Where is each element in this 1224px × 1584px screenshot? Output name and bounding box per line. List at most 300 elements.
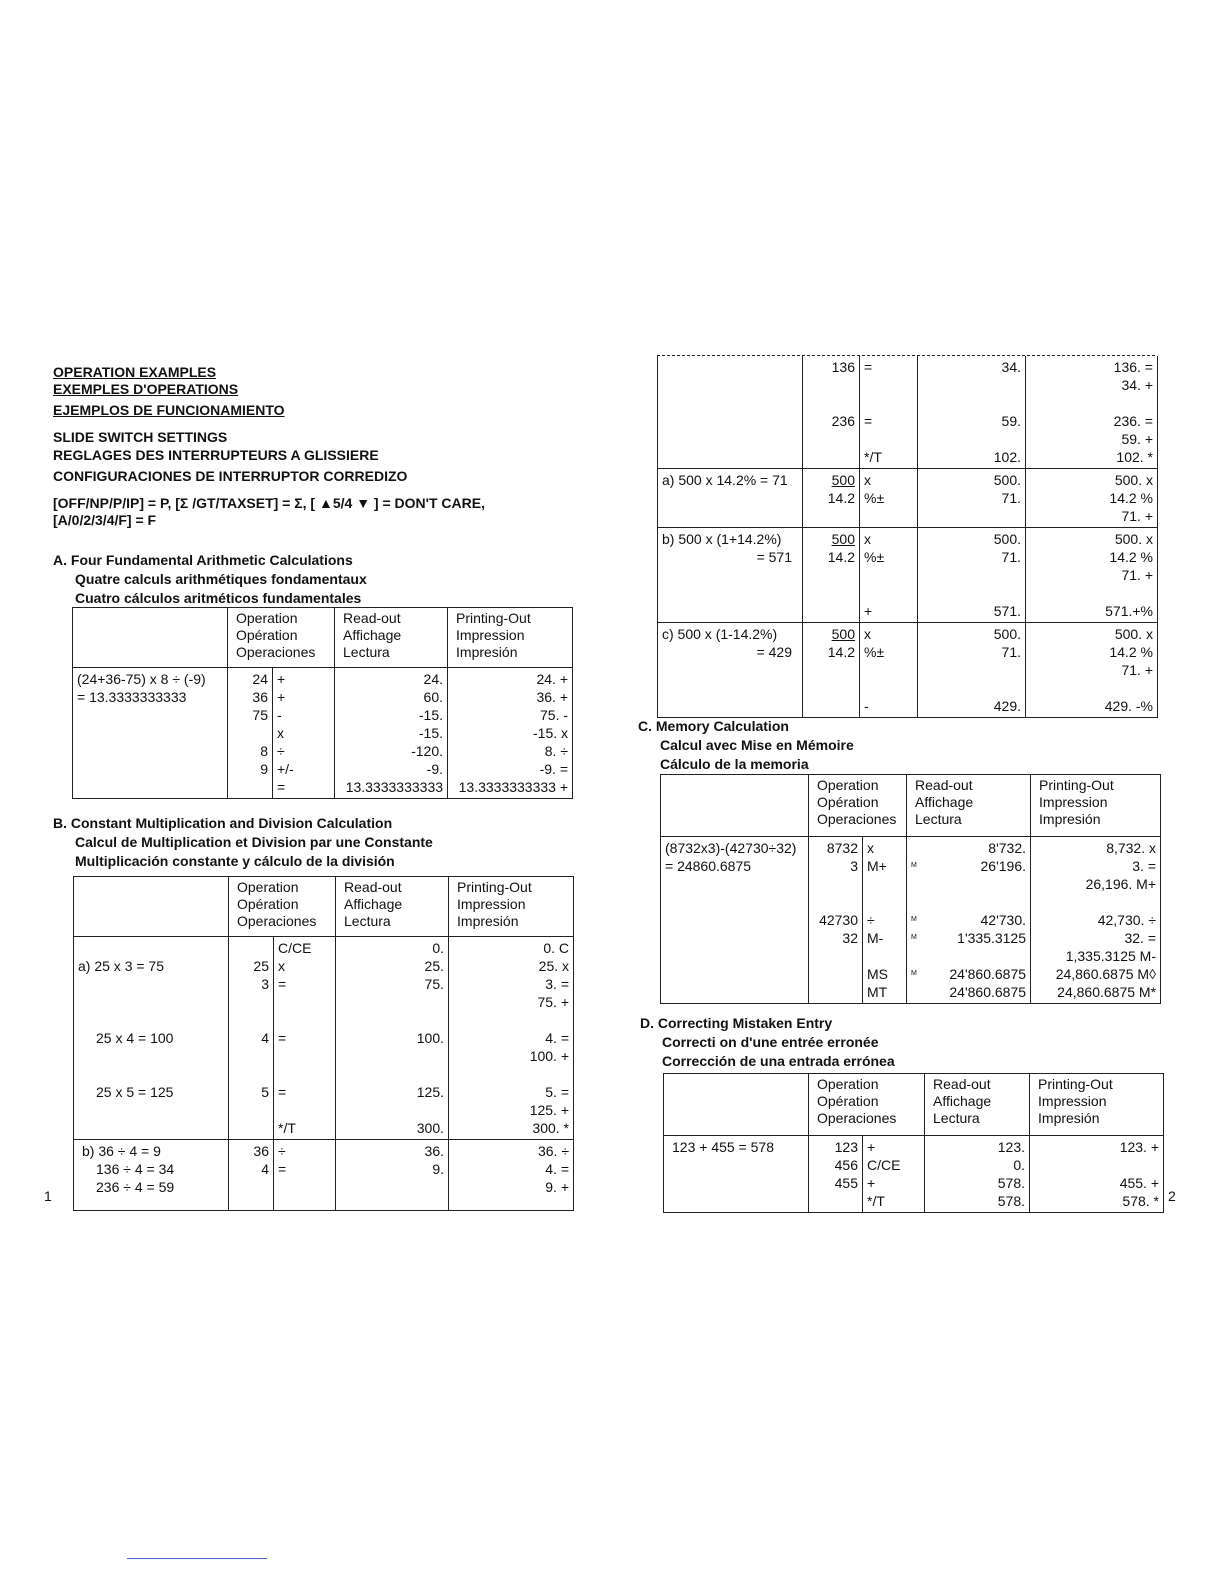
print-value: 71. + [1121,567,1153,583]
example-cell [658,528,803,623]
setting-line-2: [A/0/2/3/4/F] = F [53,512,157,528]
key-label [278,1047,331,1065]
key-label [278,1178,331,1196]
section-a-title: A. Four Fundamental Arithmetic Calculations [53,552,353,568]
print-value [1030,679,1153,697]
print-value: 500. x [1114,626,1153,642]
example-cell [658,623,803,718]
col-operation-en: Operation [237,879,299,895]
readout-value: 60. [423,689,444,705]
readout-cell [918,623,1026,718]
readout-cell [918,469,1026,528]
input-value [807,584,855,602]
col-operation-fr: Opération [817,1093,879,1109]
section-a-titles [53,551,367,608]
key-label [278,1101,331,1119]
input-value: 14.2 [827,490,855,506]
readout-value: 123. [997,1139,1026,1155]
print-value: 123. + [1119,1139,1160,1155]
readout-value [340,1047,444,1065]
readout-line [911,911,1026,929]
input-cell [803,469,860,528]
table-b-body [74,937,574,1140]
input-value: 25 [253,958,269,974]
input-value [807,602,855,620]
print-cell [1026,356,1158,469]
readout-value: 26'196. [980,858,1027,874]
key-label: = [278,1161,287,1177]
key-label: MS [867,966,888,982]
col-operation-es: Operaciones [817,811,897,827]
section-a-title-fr: Quatre calculs arithmétiques fondamentaux [75,571,367,587]
print-value: 32. = [1124,930,1157,946]
input-cell [803,356,860,469]
col-readout-es: Lectura [343,644,390,660]
title-block [53,364,573,529]
input-value: 500 [831,531,855,547]
input-value [807,697,855,715]
col-operation-en: Operation [817,1076,879,1092]
section-d-title-es: Corrección de una entrada errónea [662,1053,895,1069]
key-label: x [867,840,874,856]
print-value: -9. = [539,761,569,777]
key-label [867,947,902,965]
example-cell [664,1136,809,1213]
print-value: 42,730. ÷ [1097,912,1157,928]
key-label [864,679,913,697]
col-printout-fr: Impression [457,896,526,912]
col-readout-fr: Affichage [915,794,974,810]
print-value: 455. + [1119,1175,1160,1191]
key-cell [274,1140,336,1211]
title-es: EJEMPLOS DE FUNCIONAMIENTO [53,402,285,418]
print-value: 8,732. x [1106,840,1157,856]
print-value: 59. + [1121,431,1153,447]
page-number-right: 2 [1168,1188,1176,1204]
key-label [278,1065,331,1083]
col-readout-es: Lectura [915,811,962,827]
readout-value: 75. [424,976,445,992]
print-value: 102. * [1116,449,1153,465]
col-printout [1030,1074,1164,1136]
input-value [232,724,268,742]
example-line: c) 500 x (1-14.2%) [662,626,778,642]
section-c-title-es: Cálculo de la memoria [660,756,809,772]
readout-value: 8'732. [988,840,1027,856]
section-d-title-fr: Correcti on d'une entrée erronée [662,1034,879,1050]
readout-cell [336,1140,449,1211]
readout-line [911,839,1026,857]
col-readout-fr: Affichage [343,627,402,643]
example-line [78,1065,224,1083]
col-operation-es: Operaciones [237,913,317,929]
key-label: */T [864,449,882,465]
input-value [807,507,855,525]
readout-value: 571. [993,603,1021,619]
readout-value [922,679,1021,697]
readout-value [922,566,1021,584]
memory-indicator: M [911,916,917,923]
example-cell [661,837,809,1004]
input-value: 500 [831,626,855,642]
section-b-titles [53,814,433,871]
print-value: 24,860.6875 M◊ [1055,966,1157,982]
example-line: b) 500 x (1+14.2%) [662,531,782,547]
print-cell [1031,837,1161,1004]
input-value [233,1178,269,1196]
print-value: 71. + [1121,508,1153,524]
input-value [807,661,855,679]
col-readout-fr: Affichage [344,896,403,912]
input-value: 9 [260,761,268,777]
key-label: = [278,1030,287,1046]
input-value [232,778,268,796]
key-label: +/- [277,761,294,777]
example-line [78,1047,224,1065]
key-label: */T [867,1193,885,1209]
readout-line [911,893,1026,911]
print-value: 14.2 % [1109,644,1153,660]
key-label: = [864,413,873,429]
key-label [864,661,913,679]
input-value: 32 [842,930,858,946]
key-label: + [864,603,873,619]
print-value: 5. = [545,1084,570,1100]
example-line: 25 x 4 = 100 [96,1030,174,1046]
key-label [867,875,902,893]
example-line: a) 500 x 14.2% = 71 [662,472,788,488]
col-printout-es: Impresión [1038,1110,1100,1126]
col-operation-fr: Opération [236,627,298,643]
readout-value: 300. [416,1120,445,1136]
col-printout-en: Printing-Out [456,610,531,626]
print-value: 75. + [537,994,570,1010]
key-label: C/CE [867,1157,901,1173]
key-label: x [864,472,871,488]
input-value [233,993,269,1011]
readout-value [922,394,1021,412]
print-value: -15. x [533,725,569,741]
print-cell [1026,623,1158,718]
key-label: = [278,1084,287,1100]
col-readout-fr: Affichage [933,1093,992,1109]
input-value [233,1047,269,1065]
print-value: 429. -% [1104,698,1153,714]
input-value [807,394,855,412]
readout-cell [335,668,448,799]
readout-cell [918,528,1026,623]
key-label [864,566,913,584]
input-cell [809,837,863,1004]
header-empty [664,1074,809,1136]
input-cell [229,1140,274,1211]
input-value: 136 [831,359,855,375]
col-readout-es: Lectura [933,1110,980,1126]
key-cell [273,668,335,799]
input-value: 455 [834,1175,858,1191]
key-label: %± [864,549,885,565]
col-readout-es: Lectura [344,913,391,929]
readout-line [911,857,1026,875]
readout-value [340,1178,444,1196]
input-value [813,875,858,893]
switch-fr: REGLAGES DES INTERRUPTEURS A GLISSIERE [53,447,379,463]
percent-row-b [658,528,1158,623]
print-value: 1,335.3125 M- [1065,948,1157,964]
key-label: ÷ [278,1143,286,1159]
readout-value: 500. [993,472,1021,488]
col-printout [449,877,574,937]
page-number-left: 1 [44,1188,52,1204]
readout-value: 42'730. [980,912,1027,928]
example-cell [73,668,228,799]
print-value: 14.2 % [1109,490,1153,506]
input-value [233,1101,269,1119]
print-value: 500. x [1114,472,1153,488]
table-b-header [74,877,574,937]
memory-indicator: M [911,934,917,941]
key-label: = [278,976,287,992]
col-operation-en: Operation [817,777,879,793]
print-value: 14.2 % [1109,549,1153,565]
col-printout-en: Printing-Out [1039,777,1114,793]
readout-value: 500. [993,626,1021,642]
example-line: (24+36-75) x 8 ÷ (-9) [77,671,206,687]
example-line: = 571 [756,549,792,565]
input-value: 500 [831,472,855,488]
print-value [1035,893,1156,911]
title-en: OPERATION EXAMPLES [53,364,217,380]
readout-line [911,983,1026,1001]
section-c-title-fr: Calcul avec Mise en Mémoire [660,737,854,753]
table-d [663,1073,1164,1213]
readout-value: 24'860.6875 [949,966,1027,982]
print-value: 236. = [1113,413,1153,429]
header-empty [74,877,229,937]
key-label: %± [864,490,885,506]
input-value [813,1192,858,1210]
switch-es: CONFIGURACIONES DE INTERRUPTOR CORREDIZO [53,468,408,484]
input-value: 42730 [819,912,858,928]
input-cell [809,1136,863,1213]
example-line: 236 ÷ 4 = 59 [96,1179,175,1195]
input-value: 8 [260,743,268,759]
print-value: 4. = [545,1030,570,1046]
key-cell [860,356,918,469]
input-value: 14.2 [827,549,855,565]
col-printout-fr: Impression [456,627,525,643]
readout-value: 0. [432,940,445,956]
continued-division-rows [658,356,1158,469]
print-value [1034,1156,1159,1174]
table-b-continued [657,356,1158,718]
col-operation-es: Operaciones [236,644,316,660]
section-d-titles [640,1014,895,1071]
print-value: 100. + [529,1048,570,1064]
readout-value: 429. [993,698,1021,714]
key-label: + [277,689,286,705]
footer-rule [127,1558,267,1559]
section-c-title: C. Memory Calculation [638,718,789,734]
key-label: MT [867,984,888,1000]
key-label [864,507,913,525]
percent-row-a [658,469,1158,528]
readout-value [340,1065,444,1083]
input-value [813,965,858,983]
input-cell [803,623,860,718]
section-b-title-es: Multiplicación constante y cálculo de la división [75,853,395,869]
readout-value: 13.3333333333 [345,779,444,795]
print-value: 3. = [1132,858,1157,874]
print-value: 24. + [536,671,569,687]
input-value [807,376,855,394]
print-cell [1030,1136,1164,1213]
key-label: - [277,707,282,723]
key-label: */T [278,1120,296,1136]
input-value [813,893,858,911]
example-line [78,993,224,1011]
input-value: 75 [252,707,268,723]
readout-value: 500. [993,531,1021,547]
print-value: 571.+% [1105,603,1153,619]
input-value [807,430,855,448]
print-value [1030,584,1153,602]
section-d-title: D. Correcting Mistaken Entry [640,1015,833,1031]
input-value: 123 [834,1139,858,1155]
print-value: 0. C [543,940,570,956]
input-value [233,939,269,957]
print-value: 4. = [545,1161,570,1177]
title-fr: EXEMPLES D'OPERATIONS [53,381,239,397]
readout-cell [907,837,1031,1004]
key-label [278,993,331,1011]
example-cell [658,469,803,528]
input-value [807,679,855,697]
key-label [864,376,913,394]
col-printout-es: Impresión [1039,811,1101,827]
readout-value: -9. [426,761,444,777]
readout-value [922,661,1021,679]
example-line [78,1119,224,1137]
col-printout-fr: Impression [1039,794,1108,810]
key-label: + [277,671,286,687]
col-printout-es: Impresión [456,644,518,660]
key-label: + [867,1139,876,1155]
key-label [864,584,913,602]
key-cell [860,528,918,623]
switch-en: SLIDE SWITCH SETTINGS [53,429,228,445]
key-label: + [867,1175,876,1191]
print-value: 25. x [538,958,570,974]
readout-value: 25. [424,958,445,974]
input-value [807,566,855,584]
input-value: 3 [850,858,858,874]
example-line [78,1011,224,1029]
example-line: 136 ÷ 4 = 34 [96,1161,175,1177]
key-label: ÷ [867,912,875,928]
section-b-title: B. Constant Multiplication and Division Calculation [53,815,393,831]
readout-value: 24'860.6875 [949,984,1027,1000]
col-readout-en: Read-out [343,610,401,626]
input-cell [229,937,274,1140]
col-readout-en: Read-out [915,777,973,793]
col-printout-en: Printing-Out [457,879,532,895]
col-operation [228,608,335,668]
readout-line [911,947,1026,965]
input-value: 24 [252,671,268,687]
example-line: a) 25 x 3 = 75 [78,958,165,974]
readout-value: 578. [997,1175,1026,1191]
readout-value: 71. [1001,490,1021,506]
print-value: 8. ÷ [544,743,569,759]
print-value [453,1011,569,1029]
print-cell [448,668,573,799]
key-label: M- [867,930,884,946]
col-operation-fr: Opération [237,896,299,912]
col-printout-en: Printing-Out [1038,1076,1113,1092]
key-label: x [864,531,871,547]
col-printout [448,608,573,668]
col-operation [809,1074,925,1136]
print-value: 13.3333333333 + [458,779,569,795]
col-printout [1031,775,1161,837]
col-operation [229,877,336,937]
readout-value [340,993,444,1011]
readout-value: 71. [1001,549,1021,565]
example-cell [74,937,229,1140]
table-c-header [661,775,1161,837]
readout-value: -120. [411,743,444,759]
key-label: x [278,958,285,974]
input-value [807,448,855,466]
readout-cell [336,937,449,1140]
readout-value: 59. [1001,413,1021,429]
print-cell [1026,469,1158,528]
print-value [1030,394,1153,412]
readout-value [922,584,1021,602]
input-value [233,1065,269,1083]
key-label: - [864,698,869,714]
key-label: ÷ [277,743,285,759]
example-line: = 13.3333333333 [77,689,187,705]
print-value: 26,196. M+ [1085,876,1157,892]
example-line: 123 + 455 = 578 [672,1139,774,1155]
key-label: x [864,626,871,642]
key-label [278,1011,331,1029]
input-value: 36 [253,1143,269,1159]
header-empty [73,608,228,668]
setting-line-1: [OFF/NP/P/IP] = P, [Σ /GT/TAXSET] = Σ, [ ▲5/4 ▼ ] = DON'T CARE, [53,495,485,511]
input-value [813,983,858,1001]
key-cell [860,469,918,528]
print-value: 36. + [536,689,569,705]
col-readout [907,775,1031,837]
table-a-header [73,608,573,668]
print-value: 125. + [529,1102,570,1118]
col-operation-en: Operation [236,610,298,626]
input-value [233,1011,269,1029]
print-value: 3. = [545,976,570,992]
example-line: b) 36 ÷ 4 = 9 [82,1143,161,1159]
section-c-titles [638,717,854,774]
readout-line [911,929,1026,947]
print-cell [1026,528,1158,623]
readout-value [922,430,1021,448]
input-value: 236 [831,413,855,429]
key-cell [860,623,918,718]
col-readout [335,608,448,668]
percent-row-c [658,623,1158,718]
